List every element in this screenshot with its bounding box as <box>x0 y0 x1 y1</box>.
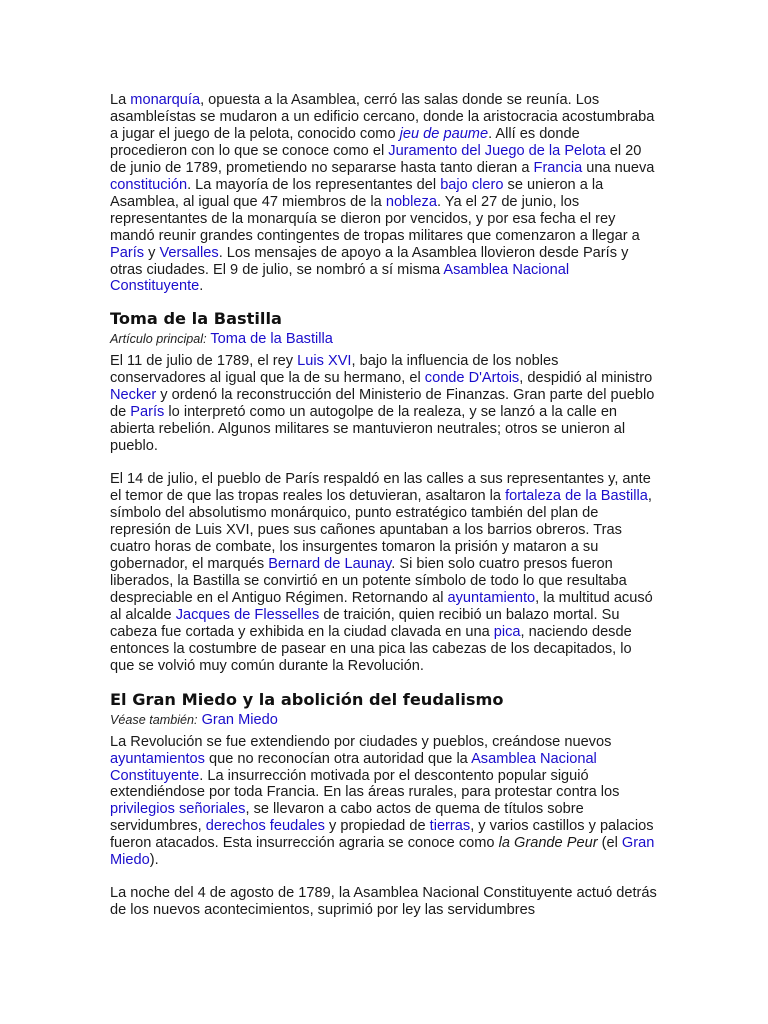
text: y propiedad de <box>324 818 430 835</box>
text: . La insurrección motivada por el descontento popular siguió extendiéndose por toda Francia. En las áreas rurales, para protestar contra los <box>110 767 620 801</box>
text: . Si bien solo cuatro presos fueron liberados, la Bastilla se convirtió en un potente símbolo de todo lo que resultaba despreciable en el Antiguo Régimen. Retornando al <box>110 555 627 606</box>
hatnote-label: Véase también: <box>110 712 198 727</box>
link-ayuntamiento[interactable]: ayuntamiento <box>447 589 536 606</box>
link-constitucion[interactable]: constitución <box>110 176 188 193</box>
paragraph-14-julio <box>110 471 658 674</box>
text: de traición, quien recibió un balazo mortal. Su cabeza fue cortada y exhibida en la ciudad clavada en una <box>110 606 620 640</box>
text: El 14 de julio, el pueblo de París respaldó en las calles a sus representantes y, ante el temor de que las tropas reales los detuvieran, asaltaron la <box>110 471 651 505</box>
link-jeu-de-paume-text[interactable]: jeu de paume <box>399 125 489 142</box>
text: que no reconocían otra autoridad que la <box>204 750 472 767</box>
italic-grande-peur: la Grande Peur <box>498 835 598 852</box>
text: . Allí es donde procedieron con lo que se conoce como el <box>110 125 580 159</box>
section-heading-gran-miedo: El Gran Miedo y la abolición del feudalismo <box>110 689 504 709</box>
text: , opuesta a la Asamblea, cerró las salas donde se reunía. Los asambleístas se mudaron a un edificio cercano, donde la aristocracia acostumbraba a jugar el juego de la pelota, conocido como <box>110 92 655 142</box>
link-monarquia[interactable]: monarquía <box>130 92 201 108</box>
text: La Revolución se fue extendiendo por ciudades y pueblos, creándose nuevos <box>110 733 612 750</box>
text: La noche del 4 de agosto de 1789, la Asamblea Nacional Constituyente actuó detrás de los nuevos acontecimientos, suprimió por ley las servidumbres <box>110 885 657 919</box>
text: . <box>199 278 204 295</box>
link-paris[interactable]: París <box>110 244 145 261</box>
paragraph-4-agosto <box>110 885 658 919</box>
link-asamblea-nacional-constituyente[interactable]: Asamblea Nacional Constituyente <box>110 750 597 784</box>
link-francia[interactable]: Francia <box>533 159 583 176</box>
text: , símbolo del absolutismo monárquico, punto estratégico también del plan de represión de Luis XVI, pues sus cañones apuntaban a los barrios obreros. Tras cuatro horas de combate, los insurgentes tomaron la prisión y mataron a su gobernador, el marqués <box>110 488 652 572</box>
link-gran-miedo[interactable]: Gran Miedo <box>110 835 655 869</box>
section-heading-toma-bastilla: Toma de la Bastilla <box>110 309 282 329</box>
text: el 20 de junio de 1789, prometiendo no separarse hasta tanto dieran a <box>110 142 642 176</box>
link-derechos-feudales[interactable]: derechos feudales <box>205 818 325 835</box>
text: , se llevaron a cabo actos de quema de títulos sobre servidumbres, <box>110 801 584 835</box>
link-fortaleza-bastilla[interactable]: fortaleza de la Bastilla <box>505 488 648 505</box>
link-jeu-de-paume[interactable] <box>400 126 488 142</box>
text: (el <box>597 835 622 852</box>
link-versalles[interactable]: Versalles <box>159 244 219 261</box>
paragraph-asamblea <box>110 92 658 295</box>
text: . Los mensajes de apoyo a la Asamblea llovieron desde París y otras ciudades. El 9 de julio, se nombró a sí misma <box>110 244 629 278</box>
text: lo interpretó como un autogolpe de la realeza, y se lanzó a la calle en abierta rebelión. Algunos militares se mantuvieron neutrales; otros se unieron al pueblo. <box>110 404 626 455</box>
paragraph-revolucion-extendiendo <box>110 734 658 870</box>
text: , la multitud acusó al alcalde <box>110 589 653 623</box>
text: , despidió al ministro <box>519 370 653 387</box>
text: La <box>110 92 131 108</box>
link-jacques-de-flesselles[interactable]: Jacques de Flesselles <box>175 606 320 623</box>
text: , y varios castillos y palacios fueron atacados. Esta insurrección agraria se conoce como <box>110 818 654 852</box>
link-ayuntamientos[interactable]: ayuntamientos <box>110 750 205 767</box>
hatnote-see-also <box>110 712 658 729</box>
text: . La mayoría de los representantes del <box>187 176 441 193</box>
hatnote-main-article <box>110 331 658 348</box>
text: ). <box>149 852 159 869</box>
link-pica[interactable]: pica <box>493 623 521 640</box>
link-privilegios-senoriales[interactable]: privilegios señoriales <box>110 801 246 818</box>
link-tierras[interactable]: tierras <box>429 818 471 835</box>
text: se unieron a la Asamblea, al igual que 47 miembros de la <box>110 176 604 210</box>
link-toma-de-la-bastilla[interactable]: Toma de la Bastilla <box>210 331 333 348</box>
link-necker[interactable]: Necker <box>110 387 157 404</box>
text: y <box>144 244 160 261</box>
link-luis-xvi[interactable]: Luis XVI <box>297 353 352 370</box>
text: , naciendo desde entonces la costumbre de pasear en una pica las cabezas de los decapitados, lo que se volvió muy común durante la Revolución. <box>110 623 632 674</box>
link-conde-dartois[interactable]: conde D'Artois <box>424 370 520 387</box>
link-gran-miedo[interactable]: Gran Miedo <box>201 711 278 728</box>
link-nobleza[interactable]: nobleza <box>385 193 437 210</box>
paragraph-luis-xvi <box>110 353 658 455</box>
article-body <box>110 92 658 919</box>
text: El 11 de julio de 1789, el rey <box>110 353 298 370</box>
text: , bajo la influencia de los nobles conservadores al igual que la de su hermano, el <box>110 353 559 387</box>
hatnote-label: Artículo principal: <box>110 332 207 347</box>
link-paris[interactable]: París <box>130 404 165 421</box>
link-bernard-de-launay[interactable]: Bernard de Launay <box>268 555 392 572</box>
link-bajo-clero[interactable]: bajo clero <box>440 176 504 193</box>
link-juramento-juego-pelota[interactable]: Juramento del Juego de la Pelota <box>388 142 606 159</box>
text: una nueva <box>582 159 655 176</box>
link-asamblea-nacional-constituyente[interactable]: Asamblea Nacional Constituyente <box>110 261 570 295</box>
text: . Ya el 27 de junio, los representantes de la monarquía se dieron por vencidos, y por esa fecha el rey mandó reunir grandes contingentes de tropas militares que comenzaron a llegar a <box>110 193 640 244</box>
text: y ordenó la reconstrucción del Ministerio de Finanzas. Gran parte del pueblo de <box>110 387 655 421</box>
